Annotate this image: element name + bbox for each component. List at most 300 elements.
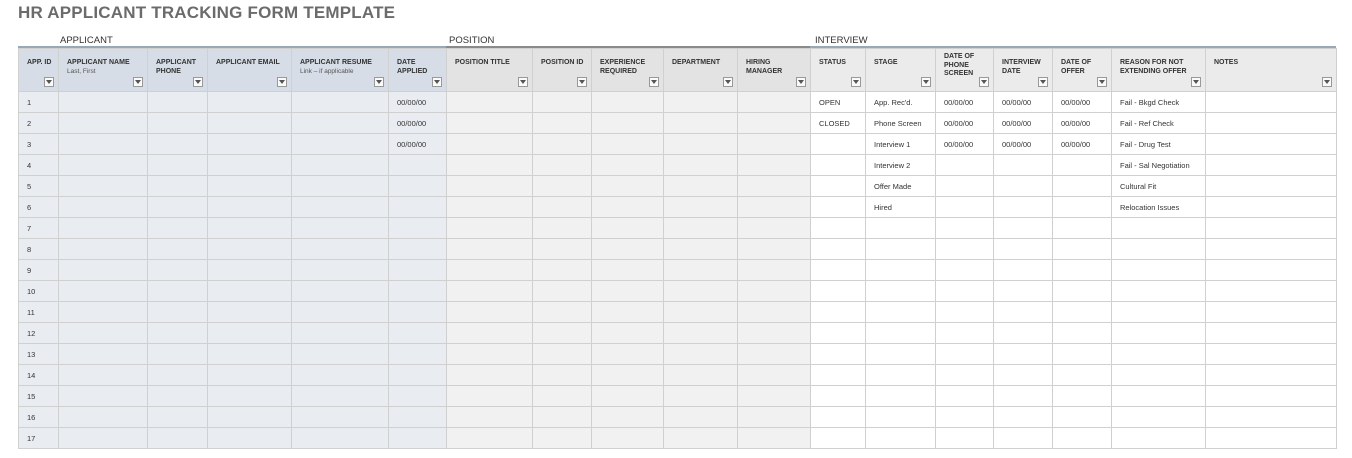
cell-date-of-phone-screen[interactable] [936, 239, 994, 260]
cell-app-id[interactable]: 12 [19, 323, 59, 344]
cell-date-applied[interactable]: 00/00/00 [389, 92, 447, 113]
cell-applicant-phone[interactable] [148, 239, 208, 260]
filter-dropdown-icon[interactable] [1322, 77, 1332, 87]
cell-interview-date[interactable] [994, 260, 1053, 281]
cell-notes[interactable] [1206, 239, 1337, 260]
cell-applicant-email[interactable] [208, 197, 292, 218]
cell-department[interactable] [664, 239, 738, 260]
cell-applicant-resume[interactable] [292, 239, 389, 260]
cell-app-id[interactable]: 6 [19, 197, 59, 218]
cell-reason-not-extending[interactable] [1112, 323, 1206, 344]
cell-position-title[interactable] [447, 113, 533, 134]
cell-notes[interactable] [1206, 386, 1337, 407]
cell-applicant-phone[interactable] [148, 218, 208, 239]
cell-applicant-phone[interactable] [148, 134, 208, 155]
cell-position-title[interactable] [447, 407, 533, 428]
cell-interview-date[interactable] [994, 176, 1053, 197]
cell-hiring-manager[interactable] [738, 365, 811, 386]
cell-position-id[interactable] [533, 113, 592, 134]
cell-date-applied[interactable] [389, 386, 447, 407]
cell-app-id[interactable]: 3 [19, 134, 59, 155]
cell-interview-date[interactable] [994, 344, 1053, 365]
cell-interview-date[interactable] [994, 302, 1053, 323]
cell-applicant-name[interactable] [59, 365, 148, 386]
cell-status[interactable] [811, 239, 866, 260]
cell-notes[interactable] [1206, 197, 1337, 218]
cell-reason-not-extending[interactable] [1112, 281, 1206, 302]
cell-app-id[interactable]: 5 [19, 176, 59, 197]
cell-date-of-offer[interactable] [1053, 407, 1112, 428]
cell-date-of-phone-screen[interactable] [936, 302, 994, 323]
cell-hiring-manager[interactable] [738, 428, 811, 449]
cell-date-of-phone-screen[interactable] [936, 428, 994, 449]
cell-app-id[interactable]: 16 [19, 407, 59, 428]
cell-date-applied[interactable] [389, 218, 447, 239]
cell-applicant-name[interactable] [59, 239, 148, 260]
cell-experience-required[interactable] [592, 260, 664, 281]
cell-department[interactable] [664, 197, 738, 218]
cell-applicant-email[interactable] [208, 92, 292, 113]
cell-hiring-manager[interactable] [738, 386, 811, 407]
cell-reason-not-extending[interactable] [1112, 428, 1206, 449]
cell-applicant-email[interactable] [208, 155, 292, 176]
cell-position-title[interactable] [447, 239, 533, 260]
cell-applicant-name[interactable] [59, 323, 148, 344]
cell-position-id[interactable] [533, 239, 592, 260]
cell-department[interactable] [664, 92, 738, 113]
cell-applicant-email[interactable] [208, 134, 292, 155]
cell-status[interactable] [811, 428, 866, 449]
cell-interview-date[interactable] [994, 323, 1053, 344]
cell-experience-required[interactable] [592, 197, 664, 218]
cell-applicant-resume[interactable] [292, 302, 389, 323]
cell-status[interactable] [811, 365, 866, 386]
cell-stage[interactable] [866, 407, 936, 428]
filter-dropdown-icon[interactable] [193, 77, 203, 87]
cell-applicant-resume[interactable] [292, 92, 389, 113]
cell-hiring-manager[interactable] [738, 281, 811, 302]
cell-stage[interactable]: Phone Screen [866, 113, 936, 134]
cell-position-id[interactable] [533, 218, 592, 239]
cell-reason-not-extending[interactable] [1112, 260, 1206, 281]
cell-position-id[interactable] [533, 281, 592, 302]
cell-reason-not-extending[interactable]: Relocation Issues [1112, 197, 1206, 218]
cell-stage[interactable] [866, 323, 936, 344]
cell-applicant-resume[interactable] [292, 344, 389, 365]
cell-stage[interactable] [866, 344, 936, 365]
cell-position-title[interactable] [447, 323, 533, 344]
cell-experience-required[interactable] [592, 386, 664, 407]
cell-position-title[interactable] [447, 260, 533, 281]
cell-position-title[interactable] [447, 344, 533, 365]
filter-dropdown-icon[interactable] [1038, 77, 1048, 87]
cell-applicant-phone[interactable] [148, 407, 208, 428]
cell-status[interactable] [811, 323, 866, 344]
cell-applicant-phone[interactable] [148, 428, 208, 449]
cell-notes[interactable] [1206, 218, 1337, 239]
cell-date-of-offer[interactable] [1053, 218, 1112, 239]
cell-date-of-phone-screen[interactable] [936, 323, 994, 344]
cell-date-of-phone-screen[interactable] [936, 365, 994, 386]
cell-experience-required[interactable] [592, 218, 664, 239]
cell-applicant-phone[interactable] [148, 302, 208, 323]
cell-applicant-email[interactable] [208, 281, 292, 302]
cell-experience-required[interactable] [592, 365, 664, 386]
cell-applicant-name[interactable] [59, 92, 148, 113]
cell-position-title[interactable] [447, 134, 533, 155]
cell-applicant-name[interactable] [59, 218, 148, 239]
cell-applicant-email[interactable] [208, 239, 292, 260]
cell-experience-required[interactable] [592, 113, 664, 134]
cell-app-id[interactable]: 1 [19, 92, 59, 113]
cell-app-id[interactable]: 13 [19, 344, 59, 365]
cell-department[interactable] [664, 302, 738, 323]
filter-dropdown-icon[interactable] [432, 77, 442, 87]
cell-date-of-offer[interactable] [1053, 260, 1112, 281]
cell-date-of-offer[interactable] [1053, 386, 1112, 407]
cell-app-id[interactable]: 7 [19, 218, 59, 239]
cell-applicant-email[interactable] [208, 428, 292, 449]
cell-interview-date[interactable] [994, 155, 1053, 176]
cell-applicant-email[interactable] [208, 386, 292, 407]
cell-applicant-resume[interactable] [292, 365, 389, 386]
cell-experience-required[interactable] [592, 281, 664, 302]
cell-status[interactable] [811, 302, 866, 323]
cell-reason-not-extending[interactable]: Fail - Bkgd Check [1112, 92, 1206, 113]
cell-applicant-name[interactable] [59, 281, 148, 302]
cell-date-of-offer[interactable] [1053, 155, 1112, 176]
cell-date-applied[interactable] [389, 323, 447, 344]
cell-date-of-offer[interactable] [1053, 344, 1112, 365]
cell-applicant-resume[interactable] [292, 281, 389, 302]
cell-notes[interactable] [1206, 134, 1337, 155]
cell-reason-not-extending[interactable] [1112, 239, 1206, 260]
cell-applicant-resume[interactable] [292, 134, 389, 155]
cell-stage[interactable]: Offer Made [866, 176, 936, 197]
cell-department[interactable] [664, 428, 738, 449]
cell-experience-required[interactable] [592, 155, 664, 176]
cell-position-title[interactable] [447, 218, 533, 239]
cell-notes[interactable] [1206, 428, 1337, 449]
cell-position-id[interactable] [533, 344, 592, 365]
cell-position-id[interactable] [533, 260, 592, 281]
filter-dropdown-icon[interactable] [921, 77, 931, 87]
cell-position-title[interactable] [447, 365, 533, 386]
cell-applicant-phone[interactable] [148, 155, 208, 176]
cell-app-id[interactable]: 4 [19, 155, 59, 176]
cell-position-id[interactable] [533, 176, 592, 197]
cell-applicant-name[interactable] [59, 134, 148, 155]
cell-date-of-offer[interactable]: 00/00/00 [1053, 92, 1112, 113]
cell-applicant-resume[interactable] [292, 218, 389, 239]
cell-reason-not-extending[interactable]: Fail - Drug Test [1112, 134, 1206, 155]
cell-department[interactable] [664, 218, 738, 239]
cell-hiring-manager[interactable] [738, 323, 811, 344]
cell-applicant-resume[interactable] [292, 176, 389, 197]
filter-dropdown-icon[interactable] [518, 77, 528, 87]
cell-app-id[interactable]: 8 [19, 239, 59, 260]
cell-department[interactable] [664, 134, 738, 155]
cell-status[interactable] [811, 176, 866, 197]
cell-notes[interactable] [1206, 92, 1337, 113]
cell-interview-date[interactable] [994, 239, 1053, 260]
cell-date-of-offer[interactable] [1053, 281, 1112, 302]
cell-date-applied[interactable] [389, 302, 447, 323]
cell-stage[interactable] [866, 428, 936, 449]
cell-notes[interactable] [1206, 155, 1337, 176]
cell-date-of-phone-screen[interactable] [936, 197, 994, 218]
cell-interview-date[interactable]: 00/00/00 [994, 113, 1053, 134]
cell-hiring-manager[interactable] [738, 218, 811, 239]
cell-notes[interactable] [1206, 302, 1337, 323]
cell-stage[interactable] [866, 260, 936, 281]
cell-status[interactable] [811, 197, 866, 218]
cell-notes[interactable] [1206, 113, 1337, 134]
cell-date-of-offer[interactable] [1053, 197, 1112, 218]
cell-applicant-name[interactable] [59, 386, 148, 407]
cell-date-of-phone-screen[interactable] [936, 344, 994, 365]
cell-applicant-name[interactable] [59, 113, 148, 134]
cell-applicant-resume[interactable] [292, 197, 389, 218]
cell-position-title[interactable] [447, 155, 533, 176]
cell-position-title[interactable] [447, 281, 533, 302]
cell-position-title[interactable] [447, 176, 533, 197]
cell-applicant-resume[interactable] [292, 155, 389, 176]
cell-date-applied[interactable] [389, 428, 447, 449]
filter-dropdown-icon[interactable] [979, 77, 989, 87]
cell-interview-date[interactable] [994, 197, 1053, 218]
cell-position-id[interactable] [533, 155, 592, 176]
cell-applicant-email[interactable] [208, 323, 292, 344]
cell-status[interactable] [811, 386, 866, 407]
cell-hiring-manager[interactable] [738, 92, 811, 113]
cell-department[interactable] [664, 155, 738, 176]
cell-date-of-phone-screen[interactable]: 00/00/00 [936, 92, 994, 113]
cell-applicant-name[interactable] [59, 260, 148, 281]
cell-stage[interactable]: Hired [866, 197, 936, 218]
cell-department[interactable] [664, 407, 738, 428]
cell-position-id[interactable] [533, 386, 592, 407]
filter-dropdown-icon[interactable] [1191, 77, 1201, 87]
cell-position-title[interactable] [447, 386, 533, 407]
cell-applicant-name[interactable] [59, 344, 148, 365]
cell-date-of-phone-screen[interactable] [936, 155, 994, 176]
cell-applicant-email[interactable] [208, 113, 292, 134]
cell-date-applied[interactable] [389, 239, 447, 260]
cell-reason-not-extending[interactable]: Fail - Ref Check [1112, 113, 1206, 134]
cell-applicant-resume[interactable] [292, 323, 389, 344]
cell-applicant-email[interactable] [208, 176, 292, 197]
cell-date-of-offer[interactable] [1053, 302, 1112, 323]
cell-applicant-name[interactable] [59, 302, 148, 323]
cell-experience-required[interactable] [592, 176, 664, 197]
cell-date-of-phone-screen[interactable]: 00/00/00 [936, 134, 994, 155]
cell-applicant-name[interactable] [59, 176, 148, 197]
cell-department[interactable] [664, 344, 738, 365]
cell-date-of-offer[interactable]: 00/00/00 [1053, 134, 1112, 155]
cell-date-of-phone-screen[interactable] [936, 260, 994, 281]
cell-status[interactable] [811, 344, 866, 365]
cell-app-id[interactable]: 15 [19, 386, 59, 407]
cell-hiring-manager[interactable] [738, 155, 811, 176]
cell-app-id[interactable]: 11 [19, 302, 59, 323]
cell-applicant-phone[interactable] [148, 365, 208, 386]
cell-applicant-resume[interactable] [292, 386, 389, 407]
cell-reason-not-extending[interactable] [1112, 407, 1206, 428]
filter-dropdown-icon[interactable] [277, 77, 287, 87]
cell-stage[interactable]: App. Rec'd. [866, 92, 936, 113]
cell-date-applied[interactable] [389, 365, 447, 386]
cell-date-of-offer[interactable] [1053, 176, 1112, 197]
cell-position-title[interactable] [447, 92, 533, 113]
filter-dropdown-icon[interactable] [577, 77, 587, 87]
cell-applicant-email[interactable] [208, 344, 292, 365]
cell-hiring-manager[interactable] [738, 134, 811, 155]
cell-experience-required[interactable] [592, 134, 664, 155]
filter-dropdown-icon[interactable] [1097, 77, 1107, 87]
cell-experience-required[interactable] [592, 92, 664, 113]
cell-interview-date[interactable]: 00/00/00 [994, 134, 1053, 155]
cell-position-id[interactable] [533, 323, 592, 344]
cell-stage[interactable]: Interview 2 [866, 155, 936, 176]
cell-stage[interactable] [866, 302, 936, 323]
cell-status[interactable] [811, 218, 866, 239]
cell-date-applied[interactable] [389, 260, 447, 281]
cell-status[interactable] [811, 155, 866, 176]
cell-stage[interactable] [866, 218, 936, 239]
cell-date-of-phone-screen[interactable] [936, 386, 994, 407]
cell-date-of-phone-screen[interactable] [936, 218, 994, 239]
cell-interview-date[interactable] [994, 407, 1053, 428]
cell-department[interactable] [664, 281, 738, 302]
cell-experience-required[interactable] [592, 428, 664, 449]
filter-dropdown-icon[interactable] [796, 77, 806, 87]
cell-position-id[interactable] [533, 407, 592, 428]
cell-date-of-offer[interactable] [1053, 428, 1112, 449]
cell-interview-date[interactable] [994, 428, 1053, 449]
cell-notes[interactable] [1206, 323, 1337, 344]
cell-department[interactable] [664, 365, 738, 386]
cell-applicant-email[interactable] [208, 302, 292, 323]
cell-applicant-resume[interactable] [292, 113, 389, 134]
cell-experience-required[interactable] [592, 302, 664, 323]
cell-stage[interactable] [866, 281, 936, 302]
cell-position-id[interactable] [533, 92, 592, 113]
cell-applicant-phone[interactable] [148, 92, 208, 113]
cell-date-applied[interactable] [389, 176, 447, 197]
cell-date-applied[interactable]: 00/00/00 [389, 134, 447, 155]
cell-date-of-phone-screen[interactable] [936, 176, 994, 197]
cell-position-title[interactable] [447, 428, 533, 449]
cell-app-id[interactable]: 17 [19, 428, 59, 449]
cell-date-applied[interactable]: 00/00/00 [389, 113, 447, 134]
cell-applicant-resume[interactable] [292, 260, 389, 281]
cell-app-id[interactable]: 14 [19, 365, 59, 386]
cell-date-applied[interactable] [389, 197, 447, 218]
cell-applicant-phone[interactable] [148, 260, 208, 281]
cell-reason-not-extending[interactable]: Fail - Sal Negotiation [1112, 155, 1206, 176]
cell-reason-not-extending[interactable] [1112, 344, 1206, 365]
cell-stage[interactable] [866, 386, 936, 407]
filter-dropdown-icon[interactable] [133, 77, 143, 87]
cell-interview-date[interactable]: 00/00/00 [994, 92, 1053, 113]
cell-applicant-phone[interactable] [148, 197, 208, 218]
cell-app-id[interactable]: 2 [19, 113, 59, 134]
cell-applicant-name[interactable] [59, 407, 148, 428]
cell-interview-date[interactable] [994, 281, 1053, 302]
cell-date-of-phone-screen[interactable] [936, 281, 994, 302]
cell-notes[interactable] [1206, 260, 1337, 281]
cell-applicant-phone[interactable] [148, 386, 208, 407]
cell-position-id[interactable] [533, 197, 592, 218]
cell-hiring-manager[interactable] [738, 239, 811, 260]
cell-applicant-email[interactable] [208, 407, 292, 428]
cell-date-applied[interactable] [389, 281, 447, 302]
cell-applicant-name[interactable] [59, 155, 148, 176]
cell-position-id[interactable] [533, 302, 592, 323]
cell-date-of-phone-screen[interactable] [936, 407, 994, 428]
cell-position-id[interactable] [533, 134, 592, 155]
cell-status[interactable] [811, 281, 866, 302]
cell-status[interactable] [811, 134, 866, 155]
cell-reason-not-extending[interactable] [1112, 386, 1206, 407]
cell-status[interactable]: CLOSED [811, 113, 866, 134]
filter-dropdown-icon[interactable] [723, 77, 733, 87]
filter-dropdown-icon[interactable] [44, 77, 54, 87]
cell-department[interactable] [664, 176, 738, 197]
cell-position-id[interactable] [533, 428, 592, 449]
cell-hiring-manager[interactable] [738, 344, 811, 365]
cell-reason-not-extending[interactable] [1112, 302, 1206, 323]
cell-notes[interactable] [1206, 365, 1337, 386]
cell-status[interactable] [811, 260, 866, 281]
cell-applicant-resume[interactable] [292, 407, 389, 428]
cell-date-of-offer[interactable] [1053, 365, 1112, 386]
cell-date-of-offer[interactable] [1053, 323, 1112, 344]
cell-hiring-manager[interactable] [738, 302, 811, 323]
cell-experience-required[interactable] [592, 407, 664, 428]
cell-applicant-email[interactable] [208, 365, 292, 386]
cell-applicant-email[interactable] [208, 218, 292, 239]
cell-position-id[interactable] [533, 365, 592, 386]
cell-notes[interactable] [1206, 176, 1337, 197]
cell-department[interactable] [664, 113, 738, 134]
cell-reason-not-extending[interactable] [1112, 365, 1206, 386]
cell-applicant-phone[interactable] [148, 344, 208, 365]
cell-experience-required[interactable] [592, 323, 664, 344]
cell-position-title[interactable] [447, 197, 533, 218]
cell-date-of-phone-screen[interactable]: 00/00/00 [936, 113, 994, 134]
cell-date-applied[interactable] [389, 344, 447, 365]
filter-dropdown-icon[interactable] [851, 77, 861, 87]
cell-status[interactable] [811, 407, 866, 428]
cell-status[interactable]: OPEN [811, 92, 866, 113]
cell-applicant-phone[interactable] [148, 323, 208, 344]
cell-interview-date[interactable] [994, 218, 1053, 239]
cell-hiring-manager[interactable] [738, 407, 811, 428]
cell-hiring-manager[interactable] [738, 176, 811, 197]
cell-stage[interactable] [866, 239, 936, 260]
cell-interview-date[interactable] [994, 386, 1053, 407]
cell-date-of-offer[interactable]: 00/00/00 [1053, 113, 1112, 134]
cell-notes[interactable] [1206, 344, 1337, 365]
cell-department[interactable] [664, 323, 738, 344]
cell-date-applied[interactable] [389, 407, 447, 428]
cell-applicant-resume[interactable] [292, 428, 389, 449]
cell-department[interactable] [664, 260, 738, 281]
cell-experience-required[interactable] [592, 344, 664, 365]
cell-applicant-phone[interactable] [148, 281, 208, 302]
